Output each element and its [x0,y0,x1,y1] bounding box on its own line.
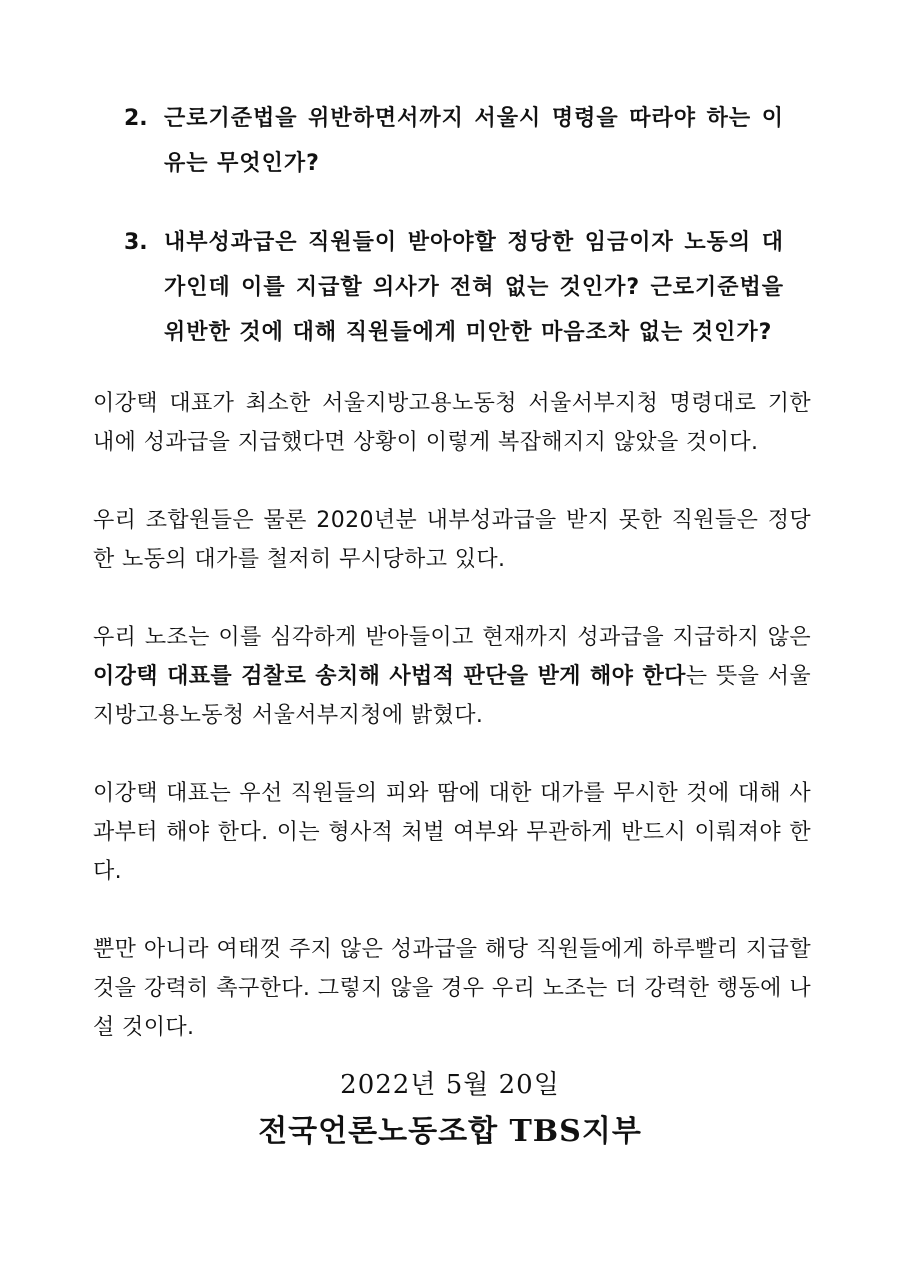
paragraph-with-emphasis [93,618,811,735]
question-item [124,220,784,355]
paragraph-text: 는 뜻을 서울지방고용노동청 서울서부지청에 밝혔다. [93,664,812,728]
question-text: 내부성과급은 직원들이 받아야할 정당한 임금이자 노동의 대가인데 이를 지급할 의사가 전혀 없는 것인가? 근로기준법을 위반한 것에 대해 직원들에게 미안한 마음조차 없는 것인가? [164,230,784,345]
emphasis-text: 이강택 대표를 검찰로 송치해 사법적 판단을 받게 해야 한다 [93,664,686,689]
paragraph: 우리 조합원들은 물론 2020년분 내부성과급을 받지 못한 직원들은 정당한 노동의 대가를 철저히 무시당하고 있다. [93,508,811,572]
question-number: 3. [124,230,148,255]
question-list [124,96,784,389]
paragraph: 뿐만 아니라 여태껏 주지 않은 성과급을 해당 직원들에게 하루빨리 지급할 것을 강력히 촉구한다. 그렇지 않을 경우 우리 노조는 더 강력한 행동에 나설 것이다. [93,937,811,1040]
statement-body [93,384,811,1086]
paragraph: 이강택 대표가 최소한 서울지방고용노동청 서울서부지청 명령대로 기한 내에 성과급을 지급했다면 상황이 이렇게 복잡해지지 않았을 것이다. [93,391,811,455]
question-number: 2. [124,106,148,131]
question-item [124,96,784,186]
organization-name: 전국언론노동조합 TBS지부 [258,1114,642,1149]
paragraph: 이강택 대표는 우선 직원들의 피와 땀에 대한 대가를 무시한 것에 대해 사과부터 해야 한다. 이는 형사적 처벌 여부와 무관하게 반드시 이뤄져야 한다. [93,781,811,884]
statement-date: 2022년 5월 20일 [340,1070,560,1100]
paragraph-text: 우리 노조는 이를 심각하게 받아들이고 현재까지 성과급을 지급하지 않은 [93,625,811,650]
question-text: 근로기준법을 위반하면서까지 서울시 명령을 따라야 하는 이유는 무엇인가? [164,106,784,176]
